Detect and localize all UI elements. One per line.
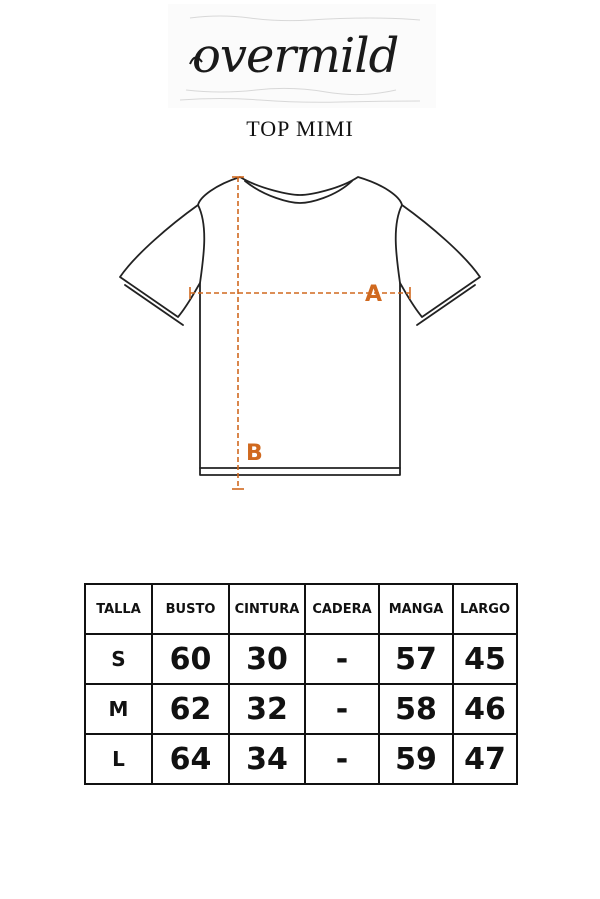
header-largo: LARGO (453, 584, 517, 634)
header-cadera: CADERA (305, 584, 379, 634)
label-a: A (365, 282, 383, 307)
size-cell: M (85, 684, 152, 734)
largo-cell: 45 (453, 634, 517, 684)
size-cell: L (85, 734, 152, 784)
tshirt-outline (120, 177, 480, 475)
table-header-row (85, 584, 517, 634)
manga-cell: 57 (379, 634, 453, 684)
table-row (85, 734, 517, 784)
busto-cell: 62 (152, 684, 229, 734)
table-row (85, 684, 517, 734)
brand-logo (150, 0, 450, 118)
manga-cell: 59 (379, 734, 453, 784)
tshirt-diagram (100, 165, 500, 500)
size-cell: S (85, 634, 152, 684)
largo-cell: 47 (453, 734, 517, 784)
logo-lettering: overmild (192, 28, 399, 84)
manga-cell: 58 (379, 684, 453, 734)
header-talla: TALLA (85, 584, 152, 634)
cintura-cell: 30 (229, 634, 305, 684)
busto-cell: 60 (152, 634, 229, 684)
cadera-cell: - (305, 734, 379, 784)
product-title: TOP MIMI (246, 116, 354, 141)
cadera-cell: - (305, 634, 379, 684)
largo-cell: 46 (453, 684, 517, 734)
cintura-cell: 34 (229, 734, 305, 784)
measure-line-b (232, 177, 244, 489)
header-manga: MANGA (379, 584, 453, 634)
cintura-cell: 32 (229, 684, 305, 734)
header-busto: BUSTO (152, 584, 229, 634)
header-cintura: CINTURA (229, 584, 305, 634)
label-b: B (246, 441, 263, 466)
table-row (85, 634, 517, 684)
size-chart-table (84, 583, 518, 785)
cadera-cell: - (305, 684, 379, 734)
busto-cell: 64 (152, 734, 229, 784)
